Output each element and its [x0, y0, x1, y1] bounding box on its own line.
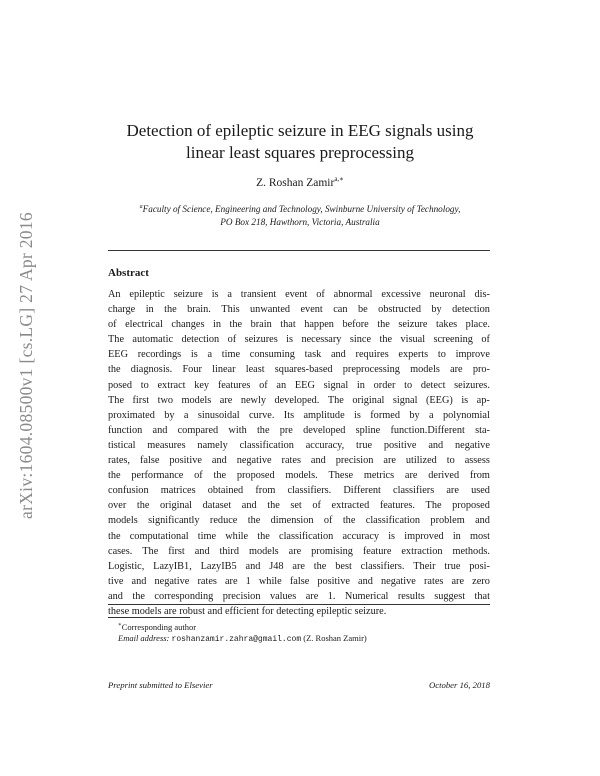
- abstract-line: Logistic, LazyIB1, LazyIB5 and J48 are the best classifiers. Their true posi-: [108, 560, 490, 572]
- abstract-line: The automatic detection of seizures is necessary since the visual screening of: [108, 334, 490, 346]
- abstract-line: of electrical changes in the brain that happen before the seizure takes place.: [108, 319, 490, 331]
- abstract-line: The first two models are newly developed. The original signal (EEG) is ap-: [108, 394, 490, 406]
- abstract-line: the computational time while the classification accuracy is improved in most: [108, 530, 490, 542]
- abstract-line: confusion matrices obtained from classifiers. Different classifiers are used: [108, 485, 490, 497]
- footer-preprint-note: Preprint submitted to Elsevier: [108, 680, 213, 690]
- abstract-line: charge in the brain. This unwanted event can be obstructed by detection: [108, 304, 490, 316]
- affiliation: [100, 201, 500, 228]
- abstract-line: proximated by a sinusoidal curve. Its amplitude is formed by a polynomial: [108, 409, 490, 421]
- abstract-line: the diagnosis. Four linear least squares-based preprocessing models are pro-: [108, 364, 490, 376]
- abstract-line: An epileptic seizure is a transient event of abnormal excessive neuronal dis-: [108, 289, 490, 300]
- abstract-top-rule: [108, 250, 490, 251]
- author-marks: a,∗: [334, 175, 344, 183]
- title-line-1: Detection of epileptic seizure in EEG signals using: [126, 121, 474, 140]
- abstract-line: cases. The first and third models are promising feature extraction methods.: [108, 545, 490, 557]
- abstract-line: rates, false positive and negative rates and precision are utilized to assess: [108, 455, 490, 467]
- email-address: roshanzamir.zahra@gmail.com: [171, 635, 302, 644]
- affiliation-line-1: Faculty of Science, Engineering and Technology, Swinburne University of Technology,: [142, 204, 461, 215]
- abstract-line: the performance of the proposed models. These metrics are derived from: [108, 470, 490, 482]
- corresponding-mark: ∗: [118, 622, 122, 629]
- abstract-line: posed to extract key features of an EEG signal in order to detect seizures.: [108, 379, 490, 391]
- arxiv-identifier-text: arXiv:1604.08500v1 [cs.LG] 27 Apr 2016: [15, 211, 36, 519]
- corresponding-text: Corresponding author: [121, 622, 197, 632]
- abstract-heading: Abstract: [108, 267, 149, 279]
- author-line: [100, 175, 500, 189]
- abstract-line: over the original dataset and the set of extracted features. The proposed: [108, 500, 490, 512]
- author-name: Z. Roshan Zamir: [256, 176, 335, 189]
- email-label: Email address:: [118, 633, 170, 643]
- abstract-line: models significantly reduce the dimension of the classification problem and: [108, 515, 490, 527]
- abstract-line: tistical measures namely classification accuracy, true positive and negative: [108, 439, 490, 451]
- abstract-line: function and compared with the pre developed spline function.Different sta-: [108, 424, 490, 436]
- abstract-body: [108, 287, 490, 619]
- abstract-line: these models are robust and efficient for detecting epileptic seizure.: [108, 605, 387, 617]
- affiliation-line-2: PO Box 218, Hawthorn, Victoria, Australia: [220, 216, 380, 227]
- arxiv-identifier-stamp: [13, 185, 39, 545]
- footnote-rule: [108, 617, 190, 618]
- title-line-2: linear least squares preprocessing: [186, 143, 414, 162]
- paper-title: [95, 120, 505, 164]
- abstract-line: tive and negative rates are 1 while false positive and negative rates are zero: [108, 575, 490, 587]
- abstract-line: and the corresponding precision values are 1. Numerical results suggest that: [108, 590, 490, 602]
- footnote-corresponding-author: [118, 622, 196, 632]
- affiliation-mark: a: [139, 204, 143, 210]
- email-owner: (Z. Roshan Zamir): [303, 633, 367, 643]
- footer-date: October 16, 2018: [428, 680, 490, 690]
- footnote-email: [118, 633, 367, 644]
- abstract-line: EEG recordings is a time consuming task and requires experts to improve: [108, 349, 490, 361]
- abstract-bottom-rule: [108, 604, 490, 605]
